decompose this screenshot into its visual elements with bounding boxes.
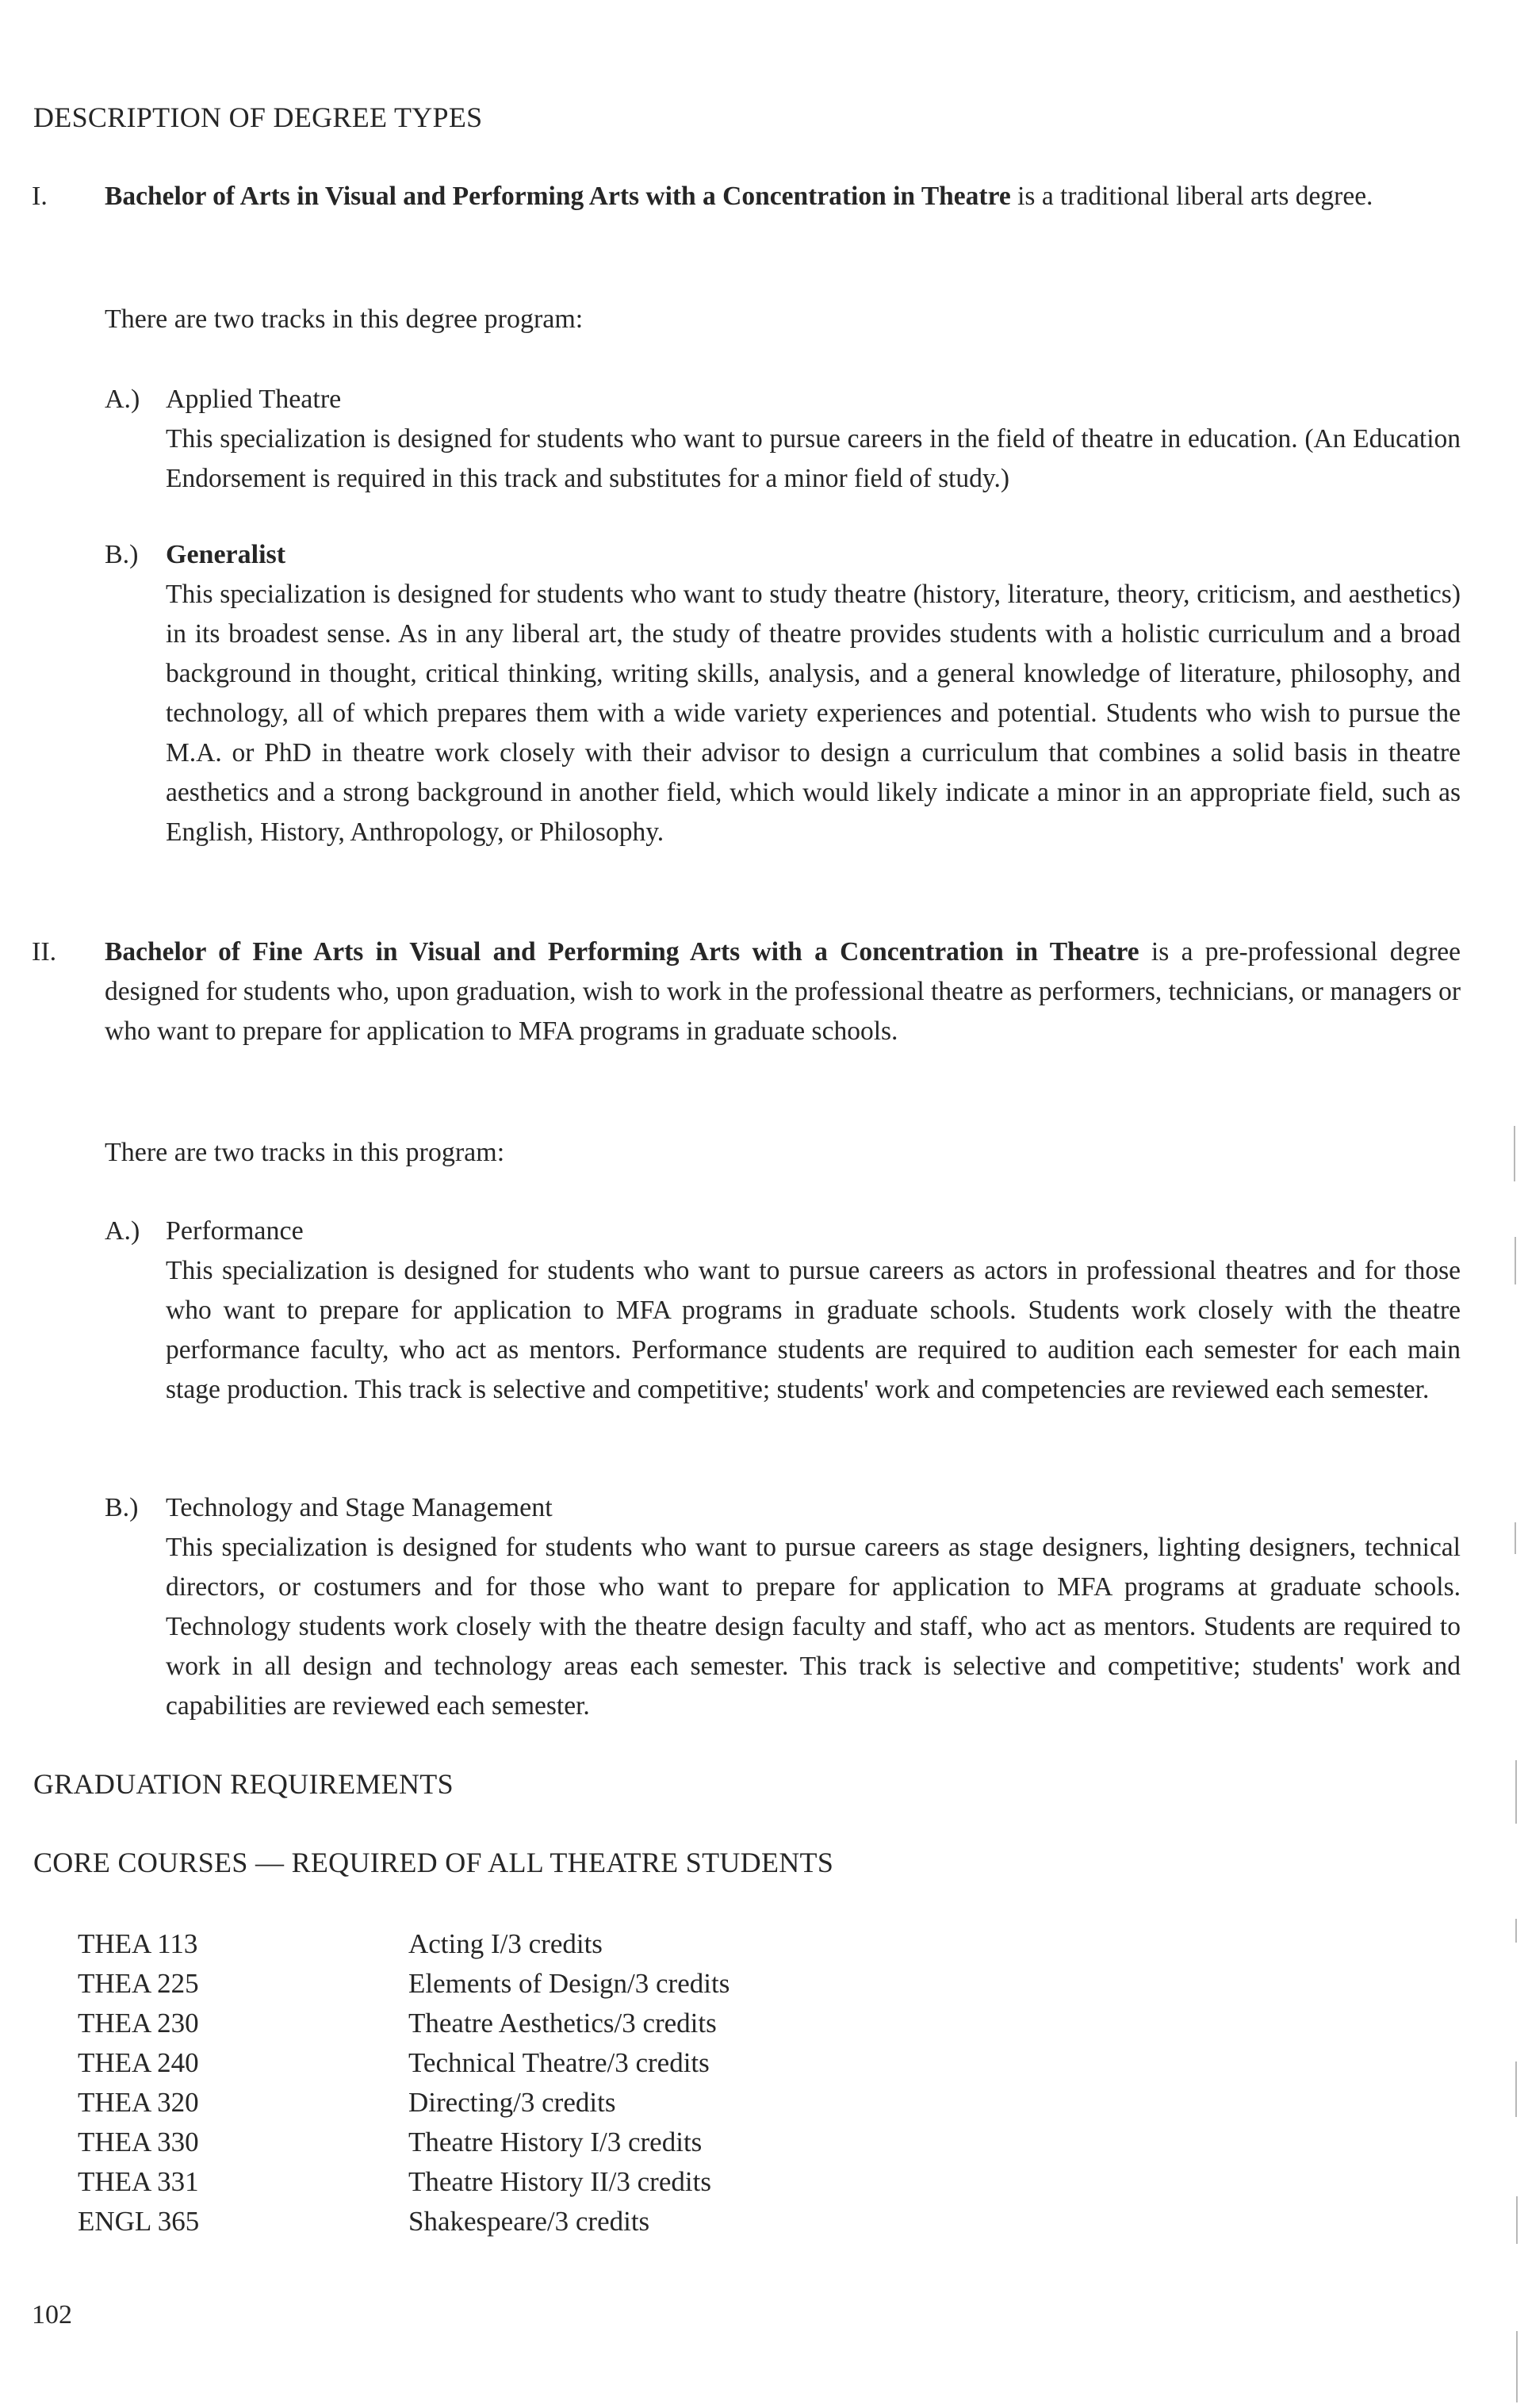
track-letter: A.) xyxy=(105,385,140,414)
section-one-tracks-intro: There are two tracks in this degree program: xyxy=(105,304,584,334)
graduation-heading: GRADUATION REQUIREMENTS xyxy=(33,1768,454,1800)
course-code: THEA 331 xyxy=(78,2166,199,2197)
course-title: Shakespeare/3 credits xyxy=(408,2206,650,2237)
core-courses-heading: CORE COURSES — REQUIRED OF ALL THEATRE STUDENTS xyxy=(33,1847,834,1878)
section-two-numeral: II. xyxy=(32,937,57,967)
course-title: Directing/3 credits xyxy=(408,2087,616,2118)
scan-mark xyxy=(1515,1522,1516,1554)
course-title: Acting I/3 credits xyxy=(408,1928,603,1959)
scan-mark xyxy=(1515,1237,1516,1284)
track-description-technology: This specialization is designed for students who want to pursue careers as stage designers, lighting designers, technical directors, or costumers and for those who want to prepare for application to MFA programs at graduate schools. Technology students work closely with the theatre design faculty and staff, who act as mentors. Students are required to work in all design and technology areas each semester. This track is selective and competitive; students' work and capabilities are reviewed each semester. xyxy=(166,1533,1461,1721)
section-two-tracks-intro: There are two tracks in this program: xyxy=(105,1138,505,1167)
course-code: THEA 113 xyxy=(78,1928,198,1959)
track-title-generalist: Generalist xyxy=(166,540,286,569)
course-code: THEA 240 xyxy=(78,2047,199,2078)
track-description-generalist: This specialization is designed for students who want to study theatre (history, literature, theory, criticism, and aesthetics) in its broadest sense. As in any liberal art, the study of theatre provides students with a holistic curriculum and a broad background in thought, critical thinking, writing skills, analysis, and a general knowledge of literature, philosophy, and technology, all of which prepares them with a wide variety experiences and potential. Students who wish to pursue the M.A. or PhD in theatre work closely with their advisor to design a curriculum that combines a solid basis in theatre aesthetics and a strong background in another field, which would likely indicate a minor in an appropriate field, such as English, History, Anthropology, or Philosophy. xyxy=(166,580,1461,847)
section-one-degree-text: is a traditional liberal arts degree. xyxy=(1010,182,1373,211)
section-two-paragraph xyxy=(105,932,1461,1051)
scan-mark xyxy=(1515,1760,1517,1824)
scan-mark xyxy=(1516,2331,1518,2402)
track-letter: B.) xyxy=(105,1493,139,1522)
section-two-degree-text: is a pre-professional degree designed for students who, upon graduation, wish to work in the professional theatre as performers, technicians, or managers or who want to prepare for application to MFA programs in graduate schools. xyxy=(105,937,1461,1046)
course-code: THEA 225 xyxy=(78,1968,199,1999)
course-title: Theatre History I/3 credits xyxy=(408,2127,703,2157)
page-number: 102 xyxy=(32,2300,72,2330)
course-title: Theatre Aesthetics/3 credits xyxy=(408,2008,717,2039)
section-one-numeral: I. xyxy=(32,182,48,211)
course-code: THEA 320 xyxy=(78,2087,199,2118)
scan-mark xyxy=(1515,2062,1517,2117)
course-code: ENGL 365 xyxy=(78,2206,200,2237)
course-code: THEA 330 xyxy=(78,2127,199,2157)
section-one-paragraph xyxy=(105,177,1461,216)
section-two-degree-name: Bachelor of Fine Arts in Visual and Performing Arts with a Concentration in Theatre xyxy=(105,937,1139,967)
course-title: Elements of Design/3 credits xyxy=(408,1968,730,1999)
course-code: THEA 230 xyxy=(78,2008,199,2039)
track-description-applied-theatre: This specialization is designed for students who want to pursue careers in the field of theatre in education. (An Education Endorsement is required in this track and substitutes for a minor field of study.) xyxy=(166,424,1461,493)
page-heading: DESCRIPTION OF DEGREE TYPES xyxy=(33,101,483,133)
track-title-performance: Performance xyxy=(166,1216,304,1246)
scan-mark xyxy=(1514,1126,1515,1181)
track-title-technology: Technology and Stage Management xyxy=(166,1493,553,1522)
scan-mark xyxy=(1516,2196,1518,2244)
track-title-applied-theatre: Applied Theatre xyxy=(166,385,342,414)
track-description-performance: This specialization is designed for students who want to pursue careers as actors in professional theatres and for those who want to prepare for application to MFA programs in graduate schools. Students work closely with the theatre performance faculty, who act as mentors. Performance students are required to audition each semester for each main stage production. This track is selective and competitive; students' work and competencies are reviewed each semester. xyxy=(166,1256,1461,1404)
course-title: Technical Theatre/3 credits xyxy=(408,2047,710,2078)
track-letter: B.) xyxy=(105,540,139,569)
section-one-degree-name: Bachelor of Arts in Visual and Performing Arts with a Concentration in Theatre xyxy=(105,182,1011,211)
track-letter: A.) xyxy=(105,1216,140,1246)
course-title: Theatre History II/3 credits xyxy=(408,2166,711,2197)
scan-mark xyxy=(1515,1919,1517,1943)
